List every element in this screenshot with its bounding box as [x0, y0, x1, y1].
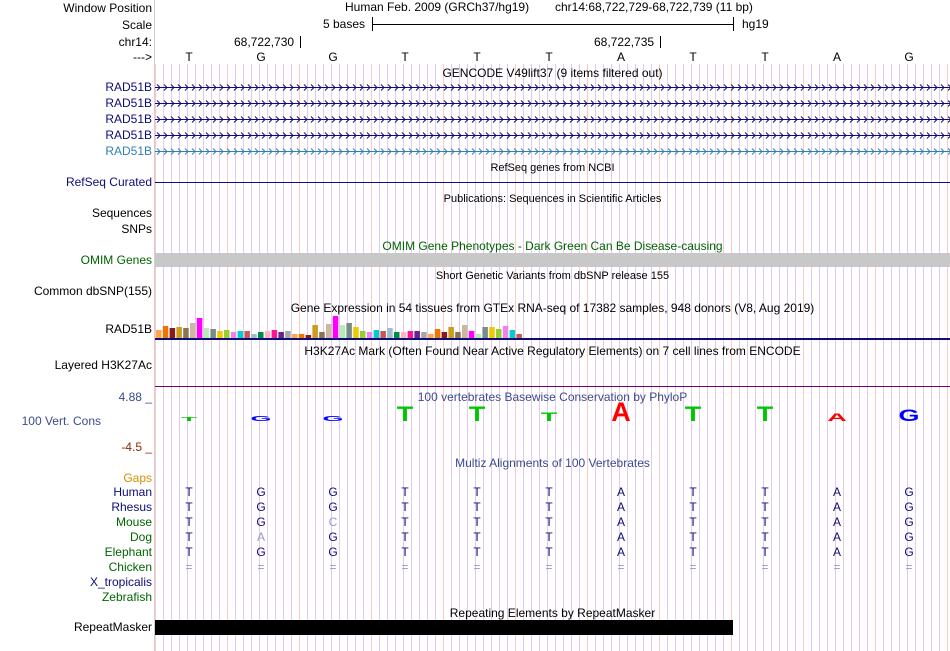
- window-position-label: Window Position: [63, 1, 152, 15]
- gtex-title: Gene Expression in 54 tissues from GTEx RNA-seq of 17382 samples, 948 donors (V8, Aug 2019): [290, 301, 815, 315]
- align-elephant-11: G: [904, 545, 914, 559]
- gtex-tissue-bar[interactable]: [387, 328, 393, 338]
- gtex-tissue-bar[interactable]: [476, 334, 482, 338]
- align-chicken-10: =: [833, 560, 841, 574]
- align-rhesus-11: G: [904, 500, 914, 514]
- phylop-base-3[interactable]: [322, 415, 343, 423]
- gtex-tissue-bar[interactable]: [394, 332, 400, 338]
- align-rhesus-3: G: [328, 500, 338, 514]
- repeatmasker-track-label[interactable]: RepeatMasker: [73, 620, 152, 634]
- base-4[interactable]: T: [401, 50, 409, 64]
- coord-tick-label: 68,722,735: [594, 35, 655, 49]
- publications-title: Publications: Sequences in Scientific Articles: [443, 193, 662, 205]
- sequences-track-label[interactable]: Sequences: [91, 206, 152, 220]
- align-chicken-5: =: [473, 560, 481, 574]
- gtex-tissue-bar[interactable]: [326, 324, 332, 338]
- align-rhesus-2: G: [256, 500, 266, 514]
- chrom-label: chr14:: [118, 35, 152, 49]
- gtex-baseline: [155, 338, 950, 340]
- gtex-tissue-bar[interactable]: [360, 331, 366, 338]
- align-dog-5: T: [473, 530, 481, 544]
- ruler: [185, 17, 913, 64]
- refseq-title: RefSeq genes from NCBI: [490, 162, 615, 174]
- phylop-letter: T: [396, 402, 414, 427]
- phylop-base-11[interactable]: [899, 406, 920, 424]
- base-1[interactable]: T: [185, 50, 193, 64]
- phylop-base-6[interactable]: [541, 411, 558, 424]
- align-dog-4: T: [401, 530, 409, 544]
- phylop-letter: G: [898, 406, 920, 425]
- phylop-base-8[interactable]: [685, 402, 702, 426]
- align-rhesus-6: T: [545, 500, 553, 514]
- phylop-base-5[interactable]: [469, 402, 486, 426]
- phylop-letter: A: [611, 397, 631, 427]
- gtex-tissue-bar[interactable]: [272, 330, 278, 338]
- align-dog-7: A: [616, 530, 626, 544]
- gtex-tissue-bar[interactable]: [421, 332, 427, 338]
- gtex-tissue-bar[interactable]: [210, 329, 216, 338]
- phylop-letter: T: [540, 410, 558, 424]
- gtex-tissue-bar[interactable]: [448, 327, 454, 338]
- align-elephant-10: A: [832, 545, 842, 559]
- multiz-title: Multiz Alignments of 100 Vertebrates: [455, 456, 650, 470]
- base-5[interactable]: T: [473, 50, 481, 64]
- species-label-chicken[interactable]: Chicken: [108, 560, 152, 574]
- assembly-name: Human Feb. 2009 (GRCh37/hg19): [345, 0, 530, 14]
- align-mouse-3: C: [328, 515, 338, 529]
- refseq-track-label[interactable]: RefSeq Curated: [65, 175, 152, 189]
- track-label-column: [0, 0, 155, 651]
- gtex-tissue-bar[interactable]: [319, 332, 325, 338]
- gtex-tissue-bar[interactable]: [197, 318, 203, 338]
- gencode-track-label-4[interactable]: RAD51B: [105, 128, 152, 142]
- gtex-tissue-bar[interactable]: [292, 334, 298, 338]
- gtex-tissue-bar[interactable]: [238, 331, 244, 338]
- align-elephant-4: T: [401, 545, 409, 559]
- align-chicken-3: =: [329, 560, 337, 574]
- align-rhesus-7: A: [616, 500, 626, 514]
- align-rhesus-1: T: [185, 500, 193, 514]
- gtex-tissue-bar[interactable]: [367, 332, 373, 338]
- base-3[interactable]: G: [328, 50, 338, 64]
- align-human-4: T: [401, 485, 409, 499]
- species-label-human[interactable]: Human: [113, 485, 152, 499]
- scale-text: 5 bases: [323, 17, 366, 31]
- snps-track-label[interactable]: SNPs: [121, 222, 152, 236]
- align-elephant-3: G: [328, 545, 338, 559]
- gtex-tissue-bar[interactable]: [435, 329, 441, 338]
- omim-track-label[interactable]: OMIM Genes: [80, 253, 152, 267]
- base-11[interactable]: G: [904, 50, 914, 64]
- gencode-track-label-3[interactable]: RAD51B: [105, 112, 152, 126]
- phylop-letter: T: [180, 416, 198, 423]
- align-dog-3: G: [328, 530, 338, 544]
- phylop-letter: T: [468, 402, 486, 427]
- align-mouse-4: T: [401, 515, 409, 529]
- align-rhesus-5: T: [473, 500, 481, 514]
- align-rhesus-9: T: [761, 500, 769, 514]
- gtex-tissue-bar[interactable]: [374, 330, 380, 338]
- base-6[interactable]: T: [545, 50, 553, 64]
- align-dog-9: T: [761, 530, 769, 544]
- track-image[interactable]: [155, 0, 950, 651]
- phylop-max-label: 4.88 _: [118, 390, 152, 404]
- dbsnp-track-label[interactable]: Common dbSNP(155): [33, 284, 152, 298]
- h3k27ac-title: H3K27Ac Mark (Often Found Near Active Regulatory Elements) on 7 cell lines from ENCODE: [304, 344, 801, 358]
- species-label-elephant[interactable]: Elephant: [104, 545, 152, 559]
- gtex-tissue-bar[interactable]: [462, 325, 468, 338]
- omim-bar[interactable]: [155, 253, 950, 267]
- gtex-tissue-bar[interactable]: [163, 326, 169, 338]
- align-mouse-8: T: [689, 515, 697, 529]
- align-dog-8: T: [689, 530, 697, 544]
- gtex-tissue-bar[interactable]: [251, 334, 257, 338]
- phylop-title: 100 vertebrates Basewise Conservation by PhyloP: [417, 390, 688, 404]
- align-human-10: A: [832, 485, 842, 499]
- phylop-base-9[interactable]: [757, 402, 774, 426]
- phylop-letter: A: [827, 411, 847, 424]
- align-mouse-2: G: [256, 515, 266, 529]
- align-mouse-7: A: [616, 515, 626, 529]
- align-dog-1: T: [185, 530, 193, 544]
- gtex-tissue-bar[interactable]: [340, 325, 346, 338]
- phylop-base-4[interactable]: [397, 402, 414, 426]
- gtex-tissue-bar[interactable]: [217, 331, 223, 338]
- align-mouse-10: A: [832, 515, 842, 529]
- align-mouse-11: G: [904, 515, 914, 529]
- gtex-tissue-bar[interactable]: [156, 330, 162, 338]
- gtex-tissue-bar[interactable]: [312, 325, 318, 338]
- align-chicken-8: =: [689, 560, 697, 574]
- align-dog-10: A: [832, 530, 842, 544]
- species-label-mouse[interactable]: Mouse: [115, 515, 152, 529]
- align-human-9: T: [761, 485, 769, 499]
- phylop-track-label[interactable]: 100 Vert. Cons: [21, 414, 101, 428]
- align-elephant-1: T: [185, 545, 193, 559]
- gtex-tissue-bar[interactable]: [482, 327, 488, 338]
- phylop-min-label: -4.5 _: [121, 440, 152, 454]
- base-9[interactable]: T: [761, 50, 769, 64]
- species-label-rhesus[interactable]: Rhesus: [111, 500, 152, 514]
- h3k27ac-track-label[interactable]: Layered H3K27Ac: [54, 358, 152, 372]
- align-chicken-7: =: [617, 560, 625, 574]
- gtex-tissue-bar[interactable]: [510, 330, 515, 338]
- gtex-tissue-bar[interactable]: [503, 326, 509, 338]
- align-human-2: G: [256, 485, 266, 499]
- gtex-tissue-bar[interactable]: [333, 316, 339, 338]
- align-elephant-2: G: [256, 545, 266, 559]
- coord-tick-label: 68,722,730: [234, 35, 295, 49]
- scale-db: hg19: [742, 17, 769, 31]
- align-human-6: T: [545, 485, 553, 499]
- gtex-tissue-bar[interactable]: [224, 330, 230, 338]
- align-chicken-2: =: [257, 560, 265, 574]
- phylop-letter: G: [322, 414, 344, 423]
- align-human-5: T: [473, 485, 481, 499]
- gtex-tissue-bar[interactable]: [231, 332, 237, 338]
- species-label-zebrafish[interactable]: Zebrafish: [101, 590, 152, 604]
- align-mouse-1: T: [185, 515, 193, 529]
- align-dog-6: T: [545, 530, 553, 544]
- gtex-tissue-bar[interactable]: [306, 335, 312, 338]
- repeatmasker-block[interactable]: [155, 620, 733, 635]
- align-chicken-11: =: [905, 560, 913, 574]
- gtex-tissue-bar[interactable]: [285, 331, 291, 338]
- gtex-tissue-bar[interactable]: [489, 327, 495, 338]
- align-mouse-6: T: [545, 515, 553, 529]
- species-label-dog[interactable]: Dog: [129, 530, 152, 544]
- gencode-track-label-1[interactable]: RAD51B: [105, 80, 152, 94]
- align-chicken-9: =: [761, 560, 769, 574]
- strand-arrow-label[interactable]: --->: [133, 50, 152, 64]
- gtex-track-label[interactable]: RAD51B: [105, 322, 152, 336]
- align-mouse-9: T: [761, 515, 769, 529]
- gtex-tissue-bar[interactable]: [469, 331, 475, 338]
- gtex-tissue-bar[interactable]: [176, 327, 182, 338]
- gencode-track-label-2[interactable]: RAD51B: [105, 96, 152, 110]
- gtex-tissue-bar[interactable]: [401, 332, 407, 338]
- gtex-tissue-bar[interactable]: [442, 332, 448, 338]
- base-10[interactable]: A: [832, 50, 842, 64]
- align-elephant-8: T: [689, 545, 697, 559]
- gtex-tissue-bar[interactable]: [496, 329, 502, 338]
- phylop-base-2[interactable]: [250, 415, 271, 423]
- omim-title: OMIM Gene Phenotypes - Dark Green Can Be Disease-causing: [382, 239, 723, 253]
- gencode-track: [155, 85, 950, 155]
- align-human-7: A: [616, 485, 626, 499]
- multiz-track: [185, 485, 913, 574]
- align-rhesus-8: T: [689, 500, 697, 514]
- gtex-tissue-bar[interactable]: [204, 328, 210, 338]
- track-canvas[interactable]: [155, 0, 950, 651]
- base-7[interactable]: A: [616, 50, 626, 64]
- align-elephant-9: T: [761, 545, 769, 559]
- gencode-track-label-5[interactable]: RAD51B: [105, 144, 152, 158]
- phylop-letter: T: [684, 402, 702, 427]
- species-label-x-tropicalis[interactable]: X_tropicalis: [89, 575, 152, 589]
- gtex-tissue-bar[interactable]: [516, 334, 522, 338]
- align-human-1: T: [185, 485, 193, 499]
- gaps-track-label[interactable]: Gaps: [123, 471, 152, 485]
- phylop-base-1[interactable]: [181, 416, 198, 422]
- repeatmasker-title: Repeating Elements by RepeatMasker: [449, 606, 656, 620]
- gtex-tissue-bar[interactable]: [299, 334, 305, 338]
- gtex-tissue-bar[interactable]: [428, 334, 434, 338]
- gtex-tissue-bar[interactable]: [408, 331, 414, 338]
- gtex-tissue-bar[interactable]: [170, 328, 176, 338]
- align-elephant-5: T: [473, 545, 481, 559]
- align-dog-11: G: [904, 530, 914, 544]
- align-human-3: G: [328, 485, 338, 499]
- phylop-base-10[interactable]: [827, 412, 847, 424]
- phylop-letter: G: [250, 414, 272, 423]
- base-8[interactable]: T: [689, 50, 697, 64]
- base-2[interactable]: G: [256, 50, 266, 64]
- gtex-tissue-bar[interactable]: [353, 327, 359, 338]
- align-rhesus-10: A: [832, 500, 842, 514]
- align-chicken-1: =: [185, 560, 193, 574]
- align-chicken-6: =: [545, 560, 553, 574]
- gtex-tissue-bar[interactable]: [258, 332, 264, 338]
- align-chicken-4: =: [401, 560, 409, 574]
- gtex-tissue-bar[interactable]: [278, 332, 284, 338]
- position-readout: chr14:68,722,729-68,722,739 (11 bp): [555, 0, 753, 14]
- dbsnp-title: Short Genetic Variants from dbSNP release 155: [435, 270, 670, 282]
- phylop-letter: T: [756, 402, 774, 427]
- gencode-title: GENCODE V49lift37 (9 items filtered out): [442, 66, 663, 80]
- align-human-8: T: [689, 485, 697, 499]
- align-human-11: G: [904, 485, 914, 499]
- align-mouse-5: T: [473, 515, 481, 529]
- gtex-tissue-bar[interactable]: [183, 328, 189, 338]
- gtex-tissue-bar[interactable]: [346, 323, 352, 338]
- align-elephant-7: A: [616, 545, 626, 559]
- gtex-tissue-bar[interactable]: [414, 331, 420, 338]
- gtex-tissue-bar[interactable]: [190, 323, 196, 338]
- align-elephant-6: T: [545, 545, 553, 559]
- align-rhesus-4: T: [401, 500, 409, 514]
- gtex-tissue-bar[interactable]: [380, 331, 386, 338]
- scale-label: Scale: [121, 18, 152, 32]
- gtex-tissue-bar[interactable]: [265, 331, 271, 338]
- align-dog-2: A: [256, 530, 266, 544]
- gtex-tissue-bar[interactable]: [455, 332, 461, 338]
- gtex-tissue-bar[interactable]: [244, 331, 250, 338]
